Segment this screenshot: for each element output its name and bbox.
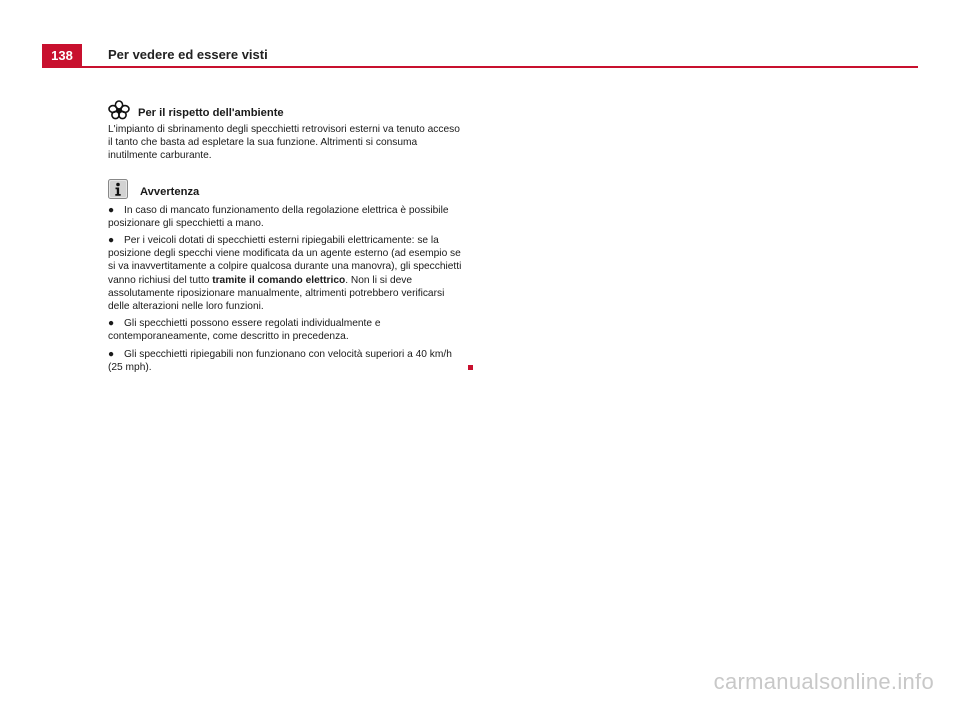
flower-icon [108, 100, 130, 120]
list-item-text: Per i veicoli dotati di specchietti esterni ripiegabili elettricamente: se la posizione degli specchi viene modificata da un agente esterno (ad esempio se si va inavvertitamente a colpire qualcosa durante una manovra), gli specchietti vanno richiusi del tutto [108, 235, 462, 286]
main-content [108, 100, 464, 378]
page-number: 138 [42, 44, 82, 67]
environment-text: L'impianto di sbrinamento degli specchietti retrovisori esterni va tenuto acceso il tanto che basta ad espletare la sua funzione. Altrimenti si consuma inutilmente carburante. [108, 124, 460, 162]
list-item-text: . Non li si deve assolutamente riposizionare manualmente, altrimenti potrebbero verificarsi delle alterazioni nelle loro funzioni. [108, 274, 445, 313]
environment-note [108, 100, 464, 163]
list-item [108, 204, 464, 230]
section-end-marker [468, 365, 473, 370]
warning-note [108, 179, 464, 374]
list-item [108, 348, 464, 374]
bullet-icon: ● [108, 235, 115, 247]
list-item [108, 234, 464, 313]
environment-header [108, 100, 464, 120]
environment-title: Per il rispetto dell'ambiente [138, 107, 284, 119]
watermark: carmanualsonline.info [713, 669, 934, 694]
page-header [42, 44, 918, 68]
bullet-icon: ● [108, 318, 115, 330]
warning-list [108, 204, 464, 374]
chapter-title: Per vedere ed essere visti [108, 47, 268, 62]
bullet-icon: ● [108, 204, 115, 216]
bullet-icon: ● [108, 348, 115, 360]
list-item-text: Gli specchietti possono essere regolati individualmente e contemporaneamente, come descritto in precedenza. [108, 318, 381, 343]
list-item-text: Gli specchietti ripiegabili non funzionano con velocità superiori a 40 km/h (25 mph). [108, 348, 452, 373]
list-item-text: In caso di mancato funzionamento della regolazione elettrica è possibile posizionare gli specchietti a mano. [108, 204, 449, 229]
list-item-emphasis: tramite il comando elettrico [212, 274, 346, 286]
warning-title: Avvertenza [140, 185, 200, 198]
warning-header [108, 179, 464, 199]
list-item [108, 317, 464, 343]
header-divider [42, 66, 918, 68]
info-icon [108, 179, 128, 199]
